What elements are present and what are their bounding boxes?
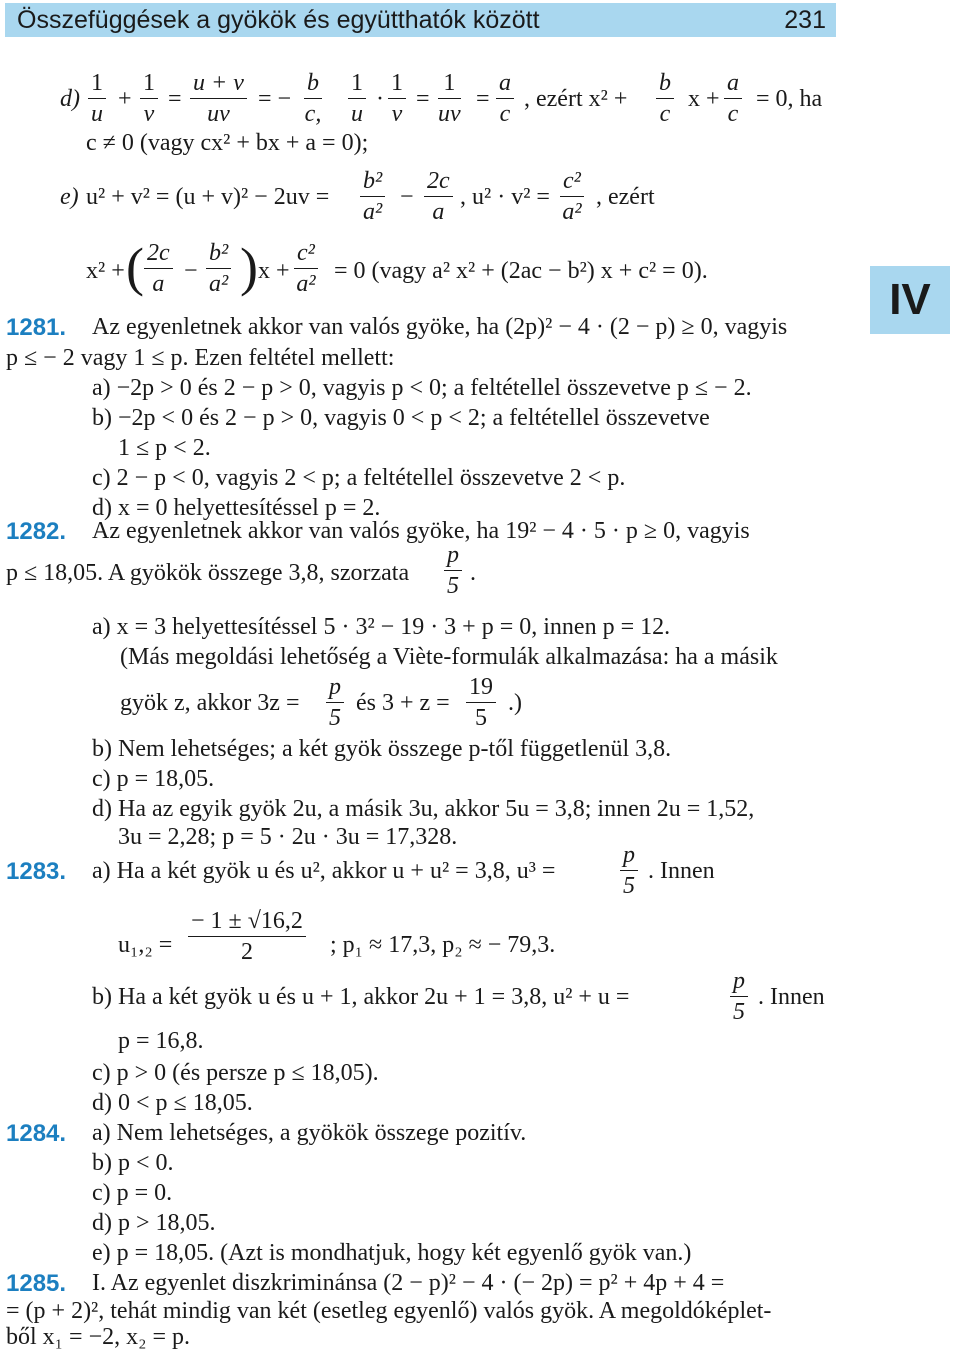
- page-header: [5, 3, 836, 37]
- text: a) Ha a két gyök u és u², akkor u + u² = 3,8, u³ =: [92, 858, 556, 884]
- op: =: [476, 86, 490, 112]
- text-line: I. Az egyenlet diszkriminánsa (2 − p)² − 4 · (− 2p) = p² + 4p + 4 =: [92, 1270, 725, 1296]
- text-line: d) Ha az egyik gyök 2u, a másik 3u, akkor 5u = 3,8; innen 2u = 1,52,: [92, 796, 755, 822]
- text: , ezért x² +: [524, 86, 628, 112]
- text-line: c) p > 0 (és persze p ≤ 18,05).: [92, 1060, 379, 1086]
- frac: $\frac{1}{u}$: [88, 68, 106, 129]
- frac: $\frac{2c}{a}$: [424, 166, 453, 227]
- frac: $\frac{u + v}{uv}$: [190, 68, 247, 129]
- frac: $\frac{1}{v}$: [140, 68, 158, 129]
- op: −: [400, 184, 414, 210]
- text-line: p ≤ 18,05. A gyökök összege 3,8, szorzata: [6, 560, 410, 586]
- text: , ezért: [596, 184, 655, 210]
- text-line: ből x₁ = −2, x₂ = p.: [6, 1324, 191, 1350]
- text: és 3 + z =: [356, 690, 450, 716]
- text: . Innen: [648, 858, 715, 884]
- text: , u² · v² =: [460, 184, 550, 210]
- op: −: [184, 258, 198, 284]
- text-line: Az egyenletnek akkor van valós gyöke, ha (2p)² − 4 · (2 − p) ≥ 0, vagyis: [92, 314, 788, 340]
- problem-number-1282: 1282.: [6, 518, 67, 545]
- text-line: b) Nem lehetséges; a két gyök összege p-től függetlenül 3,8.: [92, 736, 672, 762]
- frac: $\frac{b}{c,}$: [304, 70, 322, 127]
- frac: $\frac{19}{5}$: [466, 672, 496, 733]
- text-line: d) x = 0 helyettesítéssel p = 2.: [92, 495, 381, 521]
- frac: $\frac{p}{5}$: [620, 840, 638, 901]
- text: ; p₁ ≈ 17,3, p₂ ≈ − 79,3.: [330, 932, 556, 958]
- text-line: (Más megoldási lehetőség a Viète-formulák alkalmazása: ha a másik: [120, 644, 778, 670]
- frac: $\frac{\text{b²}}{\text{a²}}$: [206, 238, 231, 299]
- text-line: a) −2p > 0 és 2 − p > 0, vagyis p < 0; a feltétellel összevetve p ≤ − 2.: [92, 375, 752, 401]
- frac: $\frac{a}{c}$: [724, 68, 742, 129]
- text-line: 3u = 2,28; p = 5 · 2u · 3u = 17,328.: [118, 824, 458, 850]
- text-line: b) p < 0.: [92, 1150, 174, 1176]
- text-line: Az egyenletnek akkor van valós gyöke, ha 19² − 4 · 5 · p ≥ 0, vagyis: [92, 518, 750, 544]
- frac: $\frac{1}{u}$: [348, 68, 366, 129]
- text-line: a) x = 3 helyettesítéssel 5 · 3² − 19 · 3 + p = 0, innen p = 12.: [92, 614, 671, 640]
- text: = 0, ha: [756, 86, 823, 112]
- op: +: [118, 86, 132, 112]
- text: gyök z, akkor 3z =: [120, 690, 300, 716]
- text-line: c ≠ 0 (vagy cx² + bx + a = 0);: [86, 130, 369, 156]
- text: .): [508, 690, 522, 716]
- text: = 0 (vagy a² x² + (2ac − b²) x + c² = 0).: [334, 258, 708, 284]
- frac: $\frac{\text{c²}}{\text{a²}}$: [294, 238, 318, 299]
- text-line: = (p + 2)², tehát mindig van két (esetleg egyenlő) valós gyök. A megoldóképlet-: [6, 1298, 772, 1324]
- problem-number-1283: 1283.: [6, 858, 67, 885]
- text-line: d) 0 < p ≤ 18,05.: [92, 1090, 253, 1116]
- text-line: p = 16,8.: [118, 1028, 204, 1054]
- op: = −: [258, 86, 292, 112]
- text-line: 1 ≤ p < 2.: [118, 435, 211, 461]
- text: x +: [258, 258, 290, 284]
- problem-number-1285: 1285.: [6, 1270, 67, 1297]
- text: x +: [688, 86, 720, 112]
- text-line: e) p = 18,05. (Azt is mondhatjuk, hogy két egyenlő gyök van.): [92, 1240, 692, 1266]
- frac: $\frac{p}{5}$: [326, 672, 344, 733]
- page-number: 231: [784, 6, 826, 34]
- text: . Innen: [758, 984, 825, 1010]
- text-line: c) 2 − p < 0, vagyis 2 < p; a feltétellel összevetve 2 < p.: [92, 465, 626, 491]
- bracket: ): [240, 237, 258, 297]
- page-title: Összefüggések a gyökök és együtthatók között: [17, 6, 540, 34]
- frac: $\frac{\text{c²}}{\text{a²}}$: [560, 166, 584, 227]
- text-line: c) p = 18,05.: [92, 766, 215, 792]
- frac: $\frac{1}{v}$: [388, 68, 406, 129]
- label-d: d): [60, 86, 80, 112]
- text-line: p ≤ − 2 vagy 1 ≤ p. Ezen feltétel mellett:: [6, 345, 395, 371]
- frac: $\frac{b}{c}$: [656, 68, 674, 129]
- text: u₁,₂ =: [118, 932, 173, 958]
- text: b) Ha a két gyök u és u + 1, akkor 2u + 1 = 3,8, u² + u =: [92, 984, 630, 1010]
- text-line: c) p = 0.: [92, 1180, 173, 1206]
- frac: $\frac{1}{uv}$: [438, 70, 461, 127]
- op: =: [416, 86, 430, 112]
- chapter-tab: IV: [870, 266, 950, 334]
- op: =: [168, 86, 182, 112]
- problem-number-1281: 1281.: [6, 314, 67, 341]
- text: .: [470, 560, 476, 586]
- frac: $\frac{2c}{a}$: [144, 238, 173, 299]
- op: ·: [376, 86, 384, 112]
- frac: $\frac{a}{c}$: [496, 68, 514, 129]
- frac: $\frac{- 1 \pm √16,2}{2}$: [188, 906, 306, 967]
- text-line: d) p > 18,05.: [92, 1210, 216, 1236]
- text: x² +: [86, 258, 125, 284]
- text: u² + v² = (u + v)² − 2uv =: [86, 184, 330, 210]
- problem-number-1284: 1284.: [6, 1120, 67, 1147]
- label-e: e): [60, 184, 79, 210]
- frac: $\frac{p}{5}$: [730, 966, 748, 1027]
- text-line: a) Nem lehetséges, a gyökök összege pozitív.: [92, 1120, 527, 1146]
- frac: $\frac{p}{5}$: [444, 540, 462, 601]
- bracket: (: [126, 237, 144, 297]
- frac: $\frac{\text{b²}}{\text{a²}}$: [360, 166, 385, 227]
- text-line: b) −2p < 0 és 2 − p > 0, vagyis 0 < p < 2; a feltétellel összevetve: [92, 405, 710, 431]
